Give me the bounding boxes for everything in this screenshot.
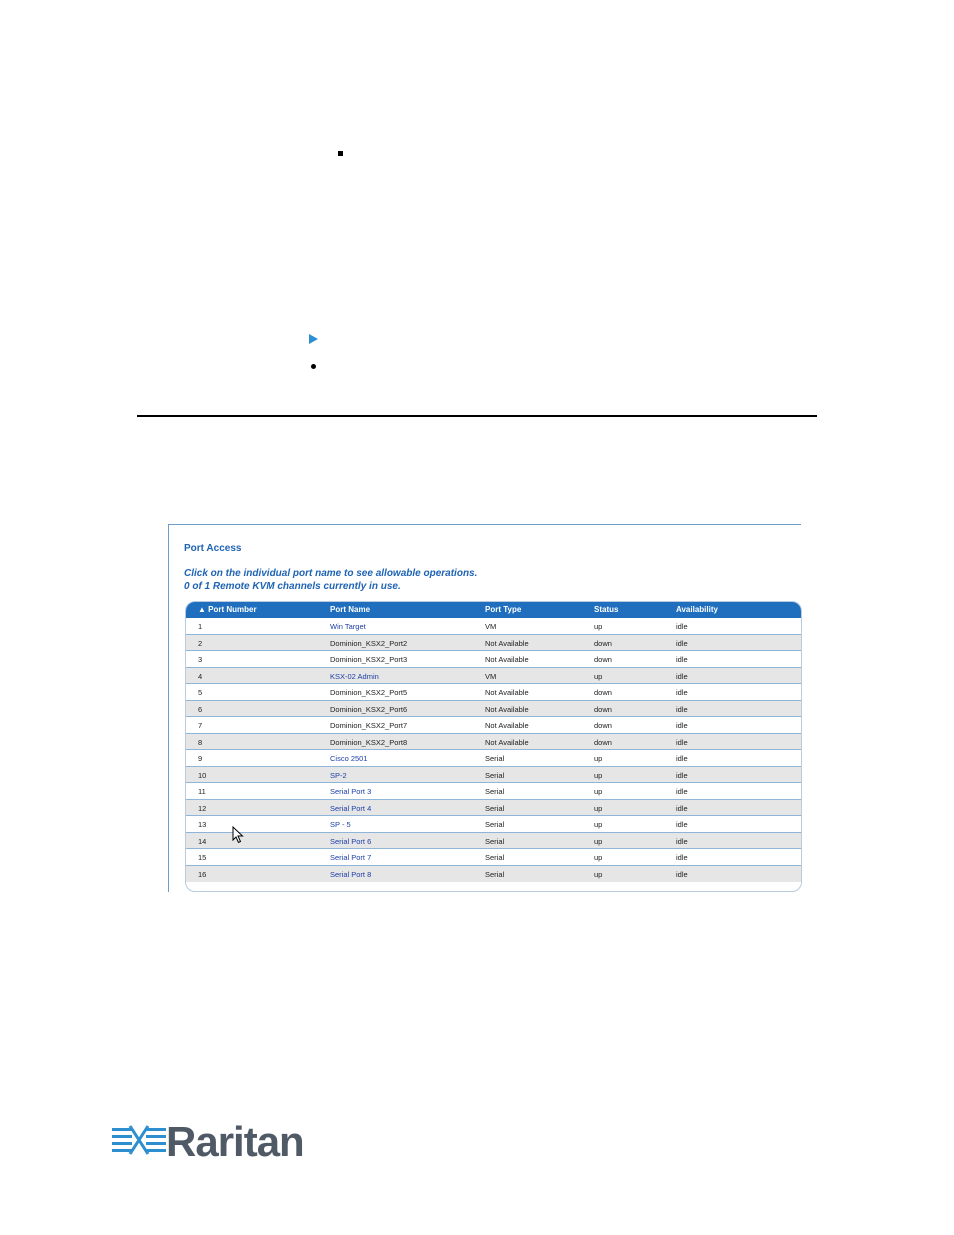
status-cell: up (594, 622, 603, 631)
port-access-instructions (184, 567, 477, 593)
port-number-cell: 7 (198, 721, 203, 730)
port-table (185, 601, 802, 892)
table-row (186, 701, 801, 718)
availability-cell: idle (676, 671, 688, 681)
port-number-cell: 9 (198, 754, 203, 763)
port-number-cell: 15 (198, 853, 207, 862)
port-type-cell: Not Available (485, 638, 529, 648)
port-access-screenshot (168, 524, 801, 892)
port-number-cell: 4 (198, 671, 203, 681)
port-number-cell: 16 (198, 869, 207, 879)
availability-cell: idle (676, 622, 688, 631)
column-port-number[interactable]: ▲ Port Number (198, 605, 257, 614)
port-type-cell: VM (485, 622, 497, 631)
availability-cell: idle (676, 655, 688, 664)
port-number-cell: 8 (198, 737, 203, 747)
port-type-cell: VM (485, 671, 497, 681)
port-type-cell: Not Available (485, 655, 529, 664)
port-name-link[interactable]: SP-2 (330, 770, 347, 780)
availability-cell: idle (676, 638, 688, 648)
status-cell: up (594, 754, 603, 763)
table-row (186, 750, 801, 767)
port-name-link[interactable]: KSX-02 Admin (330, 671, 379, 681)
port-type-cell: Serial (485, 787, 505, 796)
port-type-cell: Not Available (485, 737, 529, 747)
section-divider (137, 415, 817, 417)
availability-cell: idle (676, 721, 688, 730)
availability-cell: idle (676, 737, 688, 747)
table-row (186, 783, 801, 800)
port-number-cell: 10 (198, 770, 207, 780)
status-cell: down (594, 655, 612, 664)
status-cell: down (594, 638, 612, 648)
availability-cell: idle (676, 836, 688, 846)
status-cell: up (594, 787, 603, 796)
port-type-cell: Serial (485, 820, 505, 829)
square-bullet (338, 151, 343, 156)
table-row (186, 668, 801, 685)
mouse-pointer-icon (232, 826, 244, 844)
availability-cell: idle (676, 787, 688, 796)
round-bullet (311, 364, 316, 369)
column-port-type[interactable]: Port Type (485, 605, 522, 614)
port-name-link[interactable]: Serial Port 6 (330, 836, 372, 846)
status-cell: up (594, 671, 603, 681)
port-name-cell: Dominion_KSX2_Port6 (330, 704, 408, 714)
port-number-cell: 6 (198, 704, 203, 714)
port-number-cell: 11 (198, 787, 206, 796)
port-number-cell: 12 (198, 803, 207, 813)
table-body (186, 618, 801, 882)
port-number-cell: 3 (198, 655, 203, 664)
port-name-cell: Dominion_KSX2_Port7 (330, 721, 408, 730)
port-type-cell: Not Available (485, 688, 529, 697)
port-type-cell: Serial (485, 836, 505, 846)
table-row (186, 849, 801, 866)
column-availability[interactable]: Availability (676, 605, 718, 614)
instruction-line-2: 0 of 1 Remote KVM channels currently in use. (184, 581, 401, 592)
status-cell: down (594, 721, 612, 730)
port-type-cell: Serial (485, 803, 505, 813)
port-access-title: Port Access (184, 543, 242, 554)
availability-cell: idle (676, 869, 688, 879)
table-row (186, 866, 801, 883)
port-type-cell: Not Available (485, 721, 529, 730)
table-header (186, 602, 801, 618)
table-row (186, 800, 801, 817)
status-cell: up (594, 820, 603, 829)
port-name-link[interactable]: Serial Port 7 (330, 853, 372, 862)
port-name-link[interactable]: Cisco 2501 (330, 754, 368, 763)
port-number-cell: 14 (198, 836, 207, 846)
port-type-cell: Not Available (485, 704, 529, 714)
status-cell: up (594, 836, 603, 846)
table-row (186, 717, 801, 734)
port-name-cell: Dominion_KSX2_Port3 (330, 655, 408, 664)
table-row (186, 734, 801, 751)
availability-cell: idle (676, 704, 688, 714)
availability-cell: idle (676, 688, 688, 697)
status-cell: up (594, 869, 603, 879)
status-cell: up (594, 770, 603, 780)
availability-cell: idle (676, 853, 688, 862)
table-row (186, 635, 801, 652)
status-cell: down (594, 688, 612, 697)
port-name-cell: Dominion_KSX2_Port5 (330, 688, 408, 697)
column-status[interactable]: Status (594, 605, 619, 614)
port-name-link[interactable]: Serial Port 4 (330, 803, 372, 813)
table-row (186, 833, 801, 850)
availability-cell: idle (676, 770, 688, 780)
availability-cell: idle (676, 820, 688, 829)
raritan-logo-icon (112, 1122, 166, 1162)
table-row (186, 767, 801, 784)
port-name-link[interactable]: Serial Port 3 (330, 787, 372, 796)
table-row (186, 651, 801, 668)
port-type-cell: Serial (485, 754, 505, 763)
status-cell: down (594, 704, 612, 714)
port-number-cell: 2 (198, 638, 203, 648)
table-row (186, 816, 801, 833)
status-cell: down (594, 737, 612, 747)
instruction-line-1: Click on the individual port name to see allowable operations. (184, 568, 478, 579)
port-name-link[interactable]: Serial Port 8 (330, 869, 372, 879)
port-name-cell: Dominion_KSX2_Port8 (330, 737, 408, 747)
table-row (186, 684, 801, 701)
port-name-link[interactable]: SP - 5 (330, 820, 351, 829)
triangle-bullet-icon (309, 334, 318, 344)
column-port-name[interactable]: Port Name (330, 605, 371, 614)
port-name-link[interactable]: Win Target (330, 622, 366, 631)
port-number-cell: 13 (198, 820, 207, 829)
port-number-cell: 5 (198, 688, 203, 697)
port-type-cell: Serial (485, 770, 505, 780)
port-type-cell: Serial (485, 869, 505, 879)
status-cell: up (594, 803, 603, 813)
port-number-cell: 1 (198, 622, 203, 631)
table-row (186, 618, 801, 635)
raritan-logo-text: Raritan (166, 1118, 304, 1165)
availability-cell: idle (676, 754, 688, 763)
port-type-cell: Serial (485, 853, 505, 862)
status-cell: up (594, 853, 603, 862)
availability-cell: idle (676, 803, 688, 813)
port-name-cell: Dominion_KSX2_Port2 (330, 638, 408, 648)
